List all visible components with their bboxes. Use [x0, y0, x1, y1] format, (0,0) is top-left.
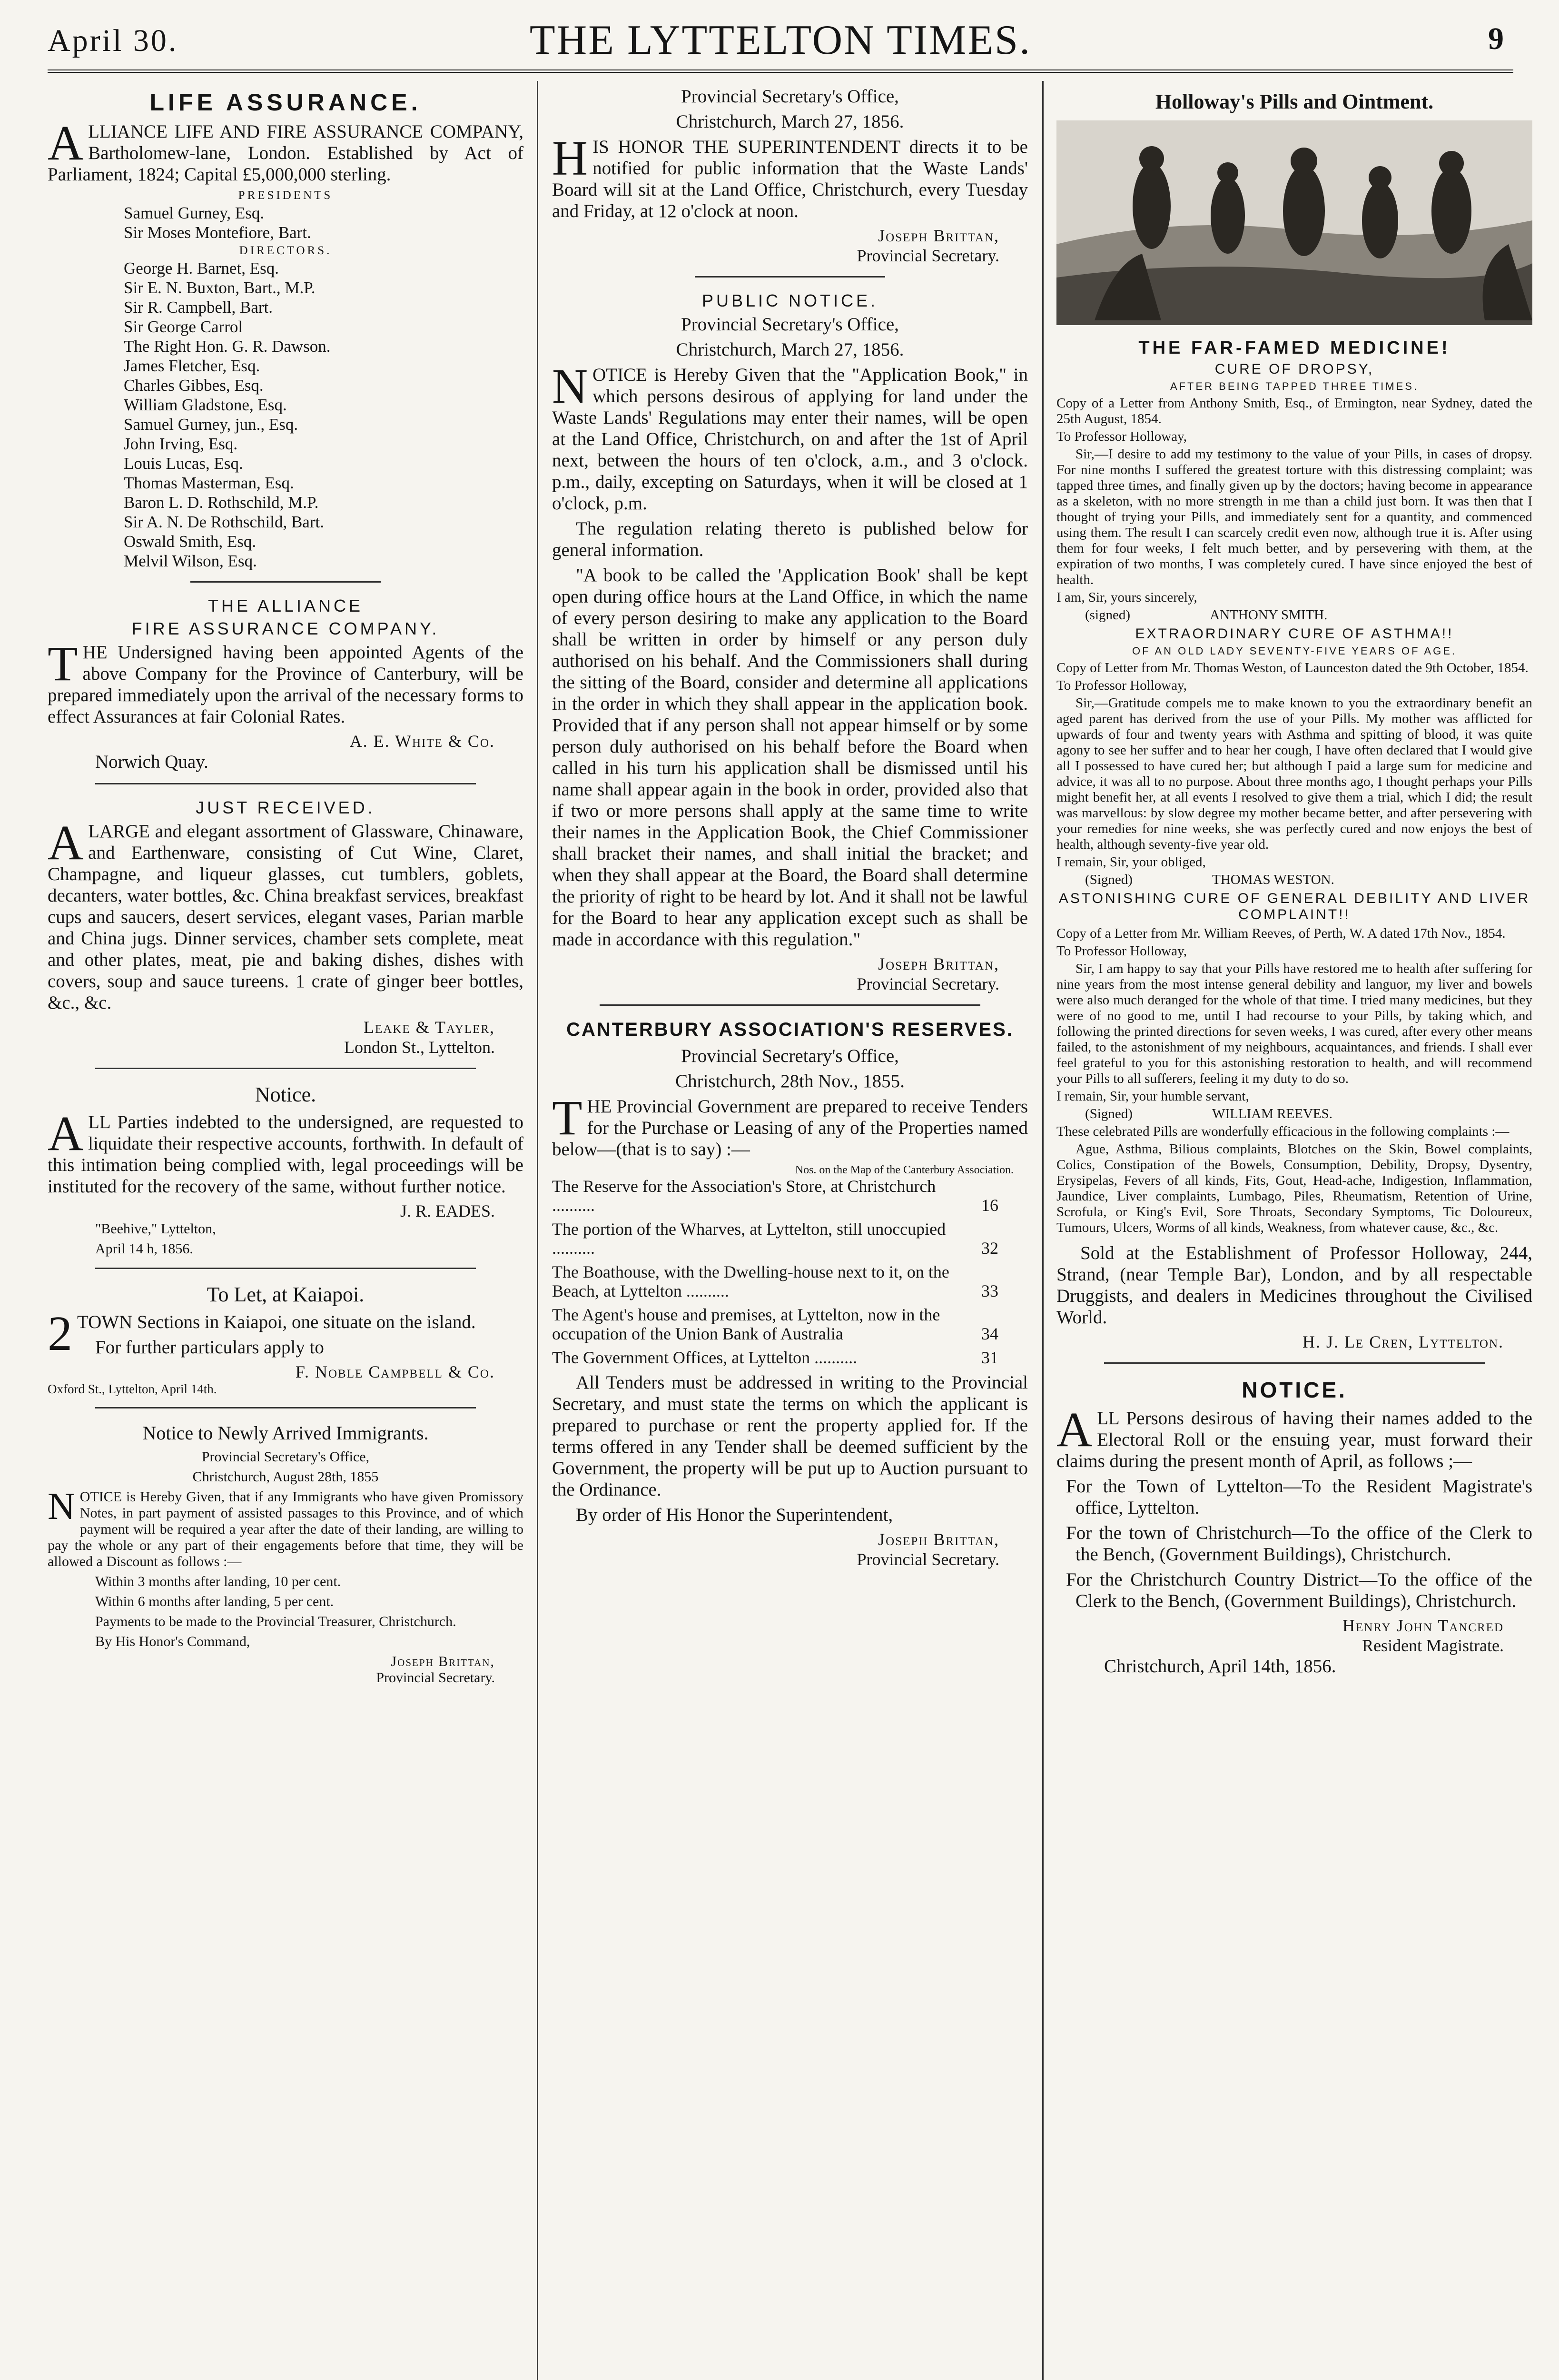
dropsy-heading: CURE OF DROPSY,	[1214, 361, 1374, 377]
reserve-desc: The Reserve for the Association's Store, at Christchurch ..........	[552, 1177, 936, 1215]
letter-body: Sir,—I desire to add my testimony to the value of your Pills, in cases of dropsy. For nine months I suffered the greatest torture with this distressing complaint; was tapped three times, and finally given up by the doctors; having become in appearance as a skeleton, with no more strength in me than a child just born. It was then that I thought of trying your Pills, and immediately sent for a quantity, and commenced using them. The result I can scarcely credit even now, although true it is. After using them for four weeks, I felt much better, and by persevering with them, at the expiration of two months, I was completely cured. I have since enjoyed the best of health.	[1056, 446, 1532, 587]
just-received-ad	[48, 798, 523, 1057]
alliance-fire-ad	[48, 596, 523, 773]
divider	[1104, 1362, 1485, 1364]
table-row	[552, 1220, 1028, 1262]
board-signature: Joseph Brittan,	[878, 226, 999, 245]
holloway-heading: Holloway's Pills and Ointment.	[1155, 90, 1434, 113]
reserves-column-header: Nos. on the Map of the Canterbury Association.	[795, 1164, 1014, 1176]
reserves-signature: Joseph Brittan,	[878, 1530, 999, 1549]
reserve-num: 33	[981, 1281, 998, 1300]
life-assurance-heading: LIFE ASSURANCE.	[149, 89, 422, 116]
column-rule-1	[537, 81, 538, 2380]
director-name: Sir A. N. De Rothschild, Bart.	[124, 513, 324, 531]
director-name: The Right Hon. G. R. Dawson.	[124, 337, 331, 356]
letter-signature-line	[1056, 872, 1532, 888]
signed-label: (Signed)	[1085, 1106, 1133, 1121]
letter-salutation: To Professor Holloway,	[1056, 943, 1187, 959]
debility-heading: ASTONISHING CURE OF GENERAL DEBILITY AND LIVER COMPLAINT!!	[1058, 891, 1530, 922]
letter-closing: I remain, Sir, your obliged,	[1056, 854, 1206, 870]
director-name: Samuel Gurney, jun., Esq.	[124, 415, 298, 434]
board-date: Christchurch, March 27, 1856.	[676, 111, 904, 132]
president-name: Samuel Gurney, Esq.	[124, 204, 265, 222]
reserves-tenders: All Tenders must be addressed in writing to the Provincial Secretary, and must state the terms on which the applicant is prepared to purchase or rent the property applied for. If the terms offered in any Tender shall be deemed sufficient by the Government, the property will be put up to Auction pursuant to the Ordinance.	[552, 1372, 1028, 1500]
alliance-place: Norwich Quay.	[95, 752, 208, 772]
reserve-desc: The portion of the Wharves, at Lyttelton, still unoccupied ..........	[552, 1220, 946, 1258]
dropcap: A	[48, 1106, 84, 1161]
electoral-signature-title: Resident Magistrate.	[1362, 1636, 1504, 1655]
board-office: Provincial Secretary's Office,	[681, 86, 899, 107]
board-signature-title: Provincial Secretary.	[857, 246, 999, 265]
letter-signature: WILLIAM REEVES.	[1212, 1106, 1333, 1121]
public-notice-signature: Joseph Brittan,	[878, 954, 999, 973]
alliance-subheading: FIRE ASSURANCE COMPANY.	[131, 619, 440, 638]
reserves-office: Provincial Secretary's Office,	[681, 1046, 899, 1066]
table-row	[552, 1305, 1028, 1348]
directors-label: DIRECTORS.	[239, 244, 332, 257]
dropcap: 2	[48, 1306, 72, 1361]
eades-place: "Beehive," Lyttelton,	[95, 1221, 216, 1237]
director-name: Sir George Carrol	[124, 317, 243, 336]
letter-intro: Copy of a Letter from Anthony Smith, Esq., of Ermington, near Sydney, dated the 25th August, 1854.	[1056, 396, 1532, 426]
electoral-notice-body: LL Persons desirous of having their names added to the Electoral Roll or the ensuing year, must forward their claims during the present month of April, as follows ;—	[1056, 1408, 1532, 1471]
immigrants-body: OTICE is Hereby Given, that if any Immigrants who have given Promissory Notes, in part payment of assisted passages to this Province, and of which payment will be required a year after the date of their landing, are willing to pay the whole or any part of their engagements before that time, they will be allowed a Discount as follows :—	[48, 1489, 523, 1569]
public-notice-regulation: "A book to be called the 'Application Book' shall be kept open during office hours at the Land Office, in which the name of every person desiring to make any application to the Board shall be written in order by himself or any person duly authorised on his behalf. And the Commissioners shall during the sitting of the Board, consider and determine all applications in the order in which they shall appear in the application book. Provided that if any person shall not appear himself or by some person duly authorised on his behalf before the Board when called in his turn his application shall be dismissed until his name shall appear again in the book in order, provided also that if two or more persons shall apply at the same time to write their names in the Application Book, the Chief Commissioner shall bracket their names, and shall initial the bracket; and when they shall appear at the Board, the Board shall determine the priority of right to be heard by lot. And it shall not be lawful for the Board to hear any application except such as shall be made in accordance with this regulation."	[552, 565, 1028, 950]
electoral-item: For the Christchurch Country District—To the office of the Clerk to the Bench, (Government Buildings), Christchurch.	[1066, 1569, 1532, 1611]
director-name: William Gladstone, Esq.	[124, 396, 287, 414]
electoral-notice-heading: NOTICE.	[1242, 1378, 1347, 1402]
electoral-item: For the Town of Lyttelton—To the Resident Magistrate's office, Lyttelton.	[1066, 1476, 1532, 1518]
director-name: Sir R. Campbell, Bart.	[124, 298, 273, 317]
letter-signature: ANTHONY SMITH.	[1210, 607, 1328, 623]
dropcap: N	[552, 359, 588, 414]
life-assurance-body: LLIANCE LIFE AND FIRE ASSURANCE COMPANY, Bartholomew-lane, London. Established by Act of Parliament, 1824; Capital £5,000,000 sterling.	[48, 121, 523, 185]
dropcap: H	[552, 131, 588, 186]
column-2	[552, 86, 1028, 2380]
kaiapoi-ad	[48, 1282, 523, 1397]
life-assurance-ad	[48, 89, 523, 571]
eades-date: April 14 h, 1856.	[95, 1241, 193, 1257]
reserves-signature-title: Provincial Secretary.	[857, 1550, 999, 1569]
eades-signature: J. R. EADES.	[400, 1201, 495, 1220]
just-received-heading: JUST RECEIVED.	[196, 798, 375, 817]
reserves-table	[552, 1177, 1028, 1372]
reserves-body: HE Provincial Government are prepared to receive Tenders for the Purchase or Leasing of any of the Properties named below—(that is to say) :—	[552, 1096, 1028, 1160]
divider	[695, 276, 885, 278]
letter-body: Sir, I am happy to say that your Pills have restored me to health after suffering for nine years from the most intense general debility and languor, my liver and bowels were also much deranged for the whole of that time. I tried many medicines, but they were of no good to me, until I had recourse to your Pills, by taking which, and following the printed directions for seven weeks, I was cured, after every other means failed, to the astonishment of my neighbours, acquaintances, and friends. I shall ever feel grateful to you for this astonishing restoration to health, and will recommend your Pills to all sufferers, feeling it my duty to do so.	[1056, 961, 1532, 1086]
asthma-heading: EXTRAORDINARY CURE OF ASTHMA!!	[1135, 626, 1454, 642]
alliance-signature: A. E. White & Co.	[349, 732, 495, 751]
immigrants-ad	[48, 1422, 523, 1686]
letter-signature: THOMAS WESTON.	[1212, 872, 1334, 887]
column-rule-2	[1042, 81, 1044, 2380]
holloway-ad	[1056, 89, 1532, 1352]
director-name: Baron L. D. Rothschild, M.P.	[124, 493, 319, 512]
dropsy-subheading: AFTER BEING TAPPED THREE TIMES.	[1170, 380, 1419, 392]
just-received-signature: Leake & Tayler,	[363, 1018, 495, 1037]
just-received-place: London St., Lyttelton.	[344, 1038, 495, 1057]
reserve-num: 16	[981, 1196, 998, 1215]
presidents-label: PRESIDENTS	[238, 189, 333, 202]
eades-notice-ad	[48, 1082, 523, 1257]
table-row	[552, 1177, 1028, 1220]
table-row	[552, 1262, 1028, 1305]
column-3	[1056, 86, 1532, 2380]
letter-signature-line	[1056, 607, 1532, 623]
divider	[95, 1268, 476, 1269]
dropcap: A	[48, 116, 84, 170]
directors-list	[48, 258, 523, 571]
divider	[600, 1004, 980, 1006]
board-body: IS HONOR THE SUPERINTENDENT directs it to be notified for public information that the Waste Lands' Board will sit at the Land Office, Christchurch, every Tuesday and Friday, at 12 o'clock at noon.	[552, 137, 1028, 221]
kaiapoi-heading: To Let, at Kaiapoi.	[207, 1283, 365, 1306]
electoral-item: For the town of Christchurch—To the office of the Clerk to the Bench, (Government Buildings), Christchurch.	[1066, 1523, 1532, 1565]
kaiapoi-place: Oxford St., Lyttelton, April 14th.	[48, 1382, 217, 1396]
eades-notice-heading: Notice.	[255, 1083, 316, 1106]
letter-body: Sir,—Gratitude compels me to make known to you the extraordinary benefit an aged parent has derived from the use of your Pills. My mother was afflicted for upwards of four and twenty years with Asthma and spitting of blood, it was quite agony to see her suffer and to hear her cough, I have often declared that I would give all I possessed to have cured her; but although I paid a large sum for medicine and advice, it was all to no purpose. About three months ago, I thought perhaps your Pills might benefit her, at all events I resolved to give them a trial, which I did; the result was marvellous: by slow degree my mother became better, and after persevering with your remedies for nine weeks, she was perfectly cured and now enjoys the best of health, although seventy-five year old.	[1056, 695, 1532, 852]
electoral-signature: Henry John Tancred	[1342, 1616, 1504, 1635]
letter-intro: Copy of Letter from Mr. Thomas Weston, of Launceston dated the 9th October, 1854.	[1056, 660, 1529, 675]
public-notice-para: The regulation relating thereto is published below for general information.	[552, 518, 1028, 560]
waste-lands-board-ad	[552, 86, 1028, 266]
letter-salutation: To Professor Holloway,	[1056, 678, 1187, 693]
director-name: George H. Barnet, Esq.	[124, 259, 279, 278]
reserve-num: 32	[981, 1239, 998, 1258]
immigrants-signature: Joseph Brittan,	[391, 1654, 495, 1669]
dropcap: T	[552, 1091, 582, 1145]
electoral-notice-ad	[1056, 1377, 1532, 1677]
newspaper-title: THE LYTTELTON TIMES.	[529, 17, 1032, 63]
public-notice-body: OTICE is Hereby Given that the "Application Book," in which persons desirous of applying for land under the Waste Lands' Regulations may enter their names, will be open at the Land Office, Christchurch, on and after the 1st of April next, between the hours of ten o'clock, a.m., and 3 o'clock. p.m., daily, excepting on Saturdays, when it will be closed at 1 o'clock, p.m.	[552, 365, 1028, 514]
engraving-title: THE FAR-FAMED MEDICINE!	[1138, 338, 1450, 358]
public-notice-signature-title: Provincial Secretary.	[857, 974, 999, 993]
director-name: Charles Gibbes, Esq.	[124, 376, 264, 395]
dropcap: A	[1056, 1402, 1093, 1457]
column-1	[48, 86, 523, 2380]
eades-notice-body: LL Parties indebted to the undersigned, are requested to liquidate their respective accounts, forthwith. In default of this intimation being complied with, legal proceedings will be instituted for the recovery of the same, without further notice.	[48, 1112, 523, 1197]
reserve-desc: The Boathouse, with the Dwelling-house next to it, on the Beach, at Lyttelton ..........	[552, 1262, 949, 1300]
dropcap: N	[48, 1486, 75, 1527]
presidents-list	[48, 203, 523, 242]
public-notice-heading: PUBLIC NOTICE.	[701, 291, 878, 310]
letter-closing: I am, Sir, yours sincerely,	[1056, 590, 1197, 605]
holloway-sold-at: Sold at the Establishment of Professor Holloway, 244, Strand, (near Temple Bar), London, and by all respectable Druggists, and dealers in Medicines throughout the Civilised World.	[1056, 1243, 1532, 1328]
reserve-desc: The Agent's house and premises, at Lyttelton, now in the occupation of the Union Bank of Australia	[552, 1305, 940, 1343]
reserves-order: By order of His Honor the Superintendent,	[576, 1505, 893, 1525]
reserves-heading: CANTERBURY ASSOCIATION'S RESERVES.	[566, 1019, 1014, 1040]
reserve-num: 34	[981, 1324, 998, 1343]
dropcap: A	[48, 815, 84, 870]
alliance-heading: THE ALLIANCE	[207, 596, 364, 615]
director-name: Louis Lucas, Esq.	[124, 454, 243, 473]
just-received-body: LARGE and elegant assortment of Glassware, Chinaware, and Earthenware, consisting of Cut Wine, Claret, Champagne, and liqueur glasses, cut tumblers, goblets, decanters, water bottles, &c. China breakfast services, breakfast cups and saucers, desert services, elegant vases, Parian marble and China jugs. Dinner services, chamber sets complete, meat and other plates, meat, pie and baking dishes, dishes with covers, soup and sauce tureens. 1 crate of ginger beer bottles, &c., &c.	[48, 821, 523, 1013]
director-name: Oswald Smith, Esq.	[124, 532, 257, 551]
signed-label: (Signed)	[1085, 872, 1133, 887]
page-number: 9	[1488, 21, 1504, 56]
president-name: Sir Moses Montefiore, Bart.	[124, 223, 311, 242]
complaints-list: Ague, Asthma, Bilious complaints, Blotches on the Skin, Bowel complaints, Colics, Constipation of the Bowels, Consumption, Debility, Dropsy, Dysentry, Erysipelas, Fevers of all kinds, Fits, Gout, Head-ache, Indigestion, Inflammation, Jaundice, Liver complaints, Lumbago, Piles, Rheumatism, Retention of Urine, Scrofula, or King's Evil, Sore Throats, Secondary Symptoms, Tic Doloureux, Tumours, Ulcers, Worms of all kinds, Weakness, from whatever cause, &c., &c.	[1056, 1141, 1532, 1235]
masthead	[48, 14, 1513, 67]
immigrants-command: By His Honor's Command,	[95, 1634, 250, 1649]
divider	[95, 1407, 476, 1408]
immigrants-heading: Notice to Newly Arrived Immigrants.	[142, 1422, 429, 1444]
kaiapoi-body: TOWN Sections in Kaiapoi, one situate on the island.	[77, 1312, 476, 1332]
electoral-date: Christchurch, April 14th, 1856.	[1104, 1656, 1336, 1676]
letter-intro: Copy of a Letter from Mr. William Reeves, of Perth, W. A dated 17th Nov., 1854.	[1056, 926, 1506, 941]
signed-label: (signed)	[1085, 607, 1131, 623]
director-name: John Irving, Esq.	[124, 435, 238, 453]
letter-signature-line	[1056, 1106, 1532, 1122]
immigrants-date: Christchurch, August 28th, 1855	[192, 1469, 379, 1485]
alliance-body: HE Undersigned having been appointed Agents of the above Company for the Province of Canterbury, will be prepared immediately upon the arrival of the necessary forms to effect Assurances at fair Colonial Rates.	[48, 642, 523, 727]
director-name: Thomas Masterman, Esq.	[124, 474, 294, 492]
reserve-desc: The Government Offices, at Lyttelton ..........	[552, 1348, 858, 1367]
issue-date: April 30.	[48, 23, 178, 58]
immigrants-office: Provincial Secretary's Office,	[201, 1449, 370, 1465]
complaints-intro: These celebrated Pills are wonderfully efficacious in the following complaints :—	[1056, 1124, 1510, 1139]
holloway-signature: H. J. Le Cren, Lyttelton.	[1302, 1332, 1504, 1351]
asthma-subheading: OF AN OLD LADY SEVENTY-FIVE YEARS OF AGE.	[1132, 645, 1457, 657]
letter-salutation: To Professor Holloway,	[1056, 429, 1187, 444]
immigrants-signature-title: Provincial Secretary.	[376, 1670, 495, 1686]
masthead-rule	[48, 69, 1513, 73]
letter-closing: I remain, Sir, your humble servant,	[1056, 1089, 1249, 1104]
divider	[190, 581, 381, 583]
payment-line: Payments to be made to the Provincial Treasurer, Christchurch.	[95, 1614, 456, 1629]
divider	[95, 783, 476, 784]
reserves-ad	[552, 1019, 1028, 1569]
director-name: James Fletcher, Esq.	[124, 357, 260, 375]
director-name: Melvil Wilson, Esq.	[124, 552, 257, 570]
reserve-num: 31	[981, 1348, 998, 1367]
public-notice-date: Christchurch, March 27, 1856.	[676, 339, 904, 360]
medicine-engraving-illustration	[1056, 120, 1532, 325]
reserves-date: Christchurch, 28th Nov., 1855.	[675, 1071, 905, 1091]
discount-line: Within 3 months after landing, 10 per cent.	[95, 1574, 341, 1589]
director-name: Sir E. N. Buxton, Bart., M.P.	[124, 278, 316, 297]
public-notice-office: Provincial Secretary's Office,	[681, 314, 899, 335]
table-row	[552, 1348, 1028, 1372]
public-notice-ad	[552, 291, 1028, 994]
kaiapoi-signature: F. Noble Campbell & Co.	[295, 1362, 495, 1381]
divider	[95, 1068, 476, 1069]
dropcap: T	[48, 636, 78, 691]
kaiapoi-apply: For further particulars apply to	[95, 1337, 324, 1358]
discount-line: Within 6 months after landing, 5 per cent.	[95, 1594, 334, 1609]
